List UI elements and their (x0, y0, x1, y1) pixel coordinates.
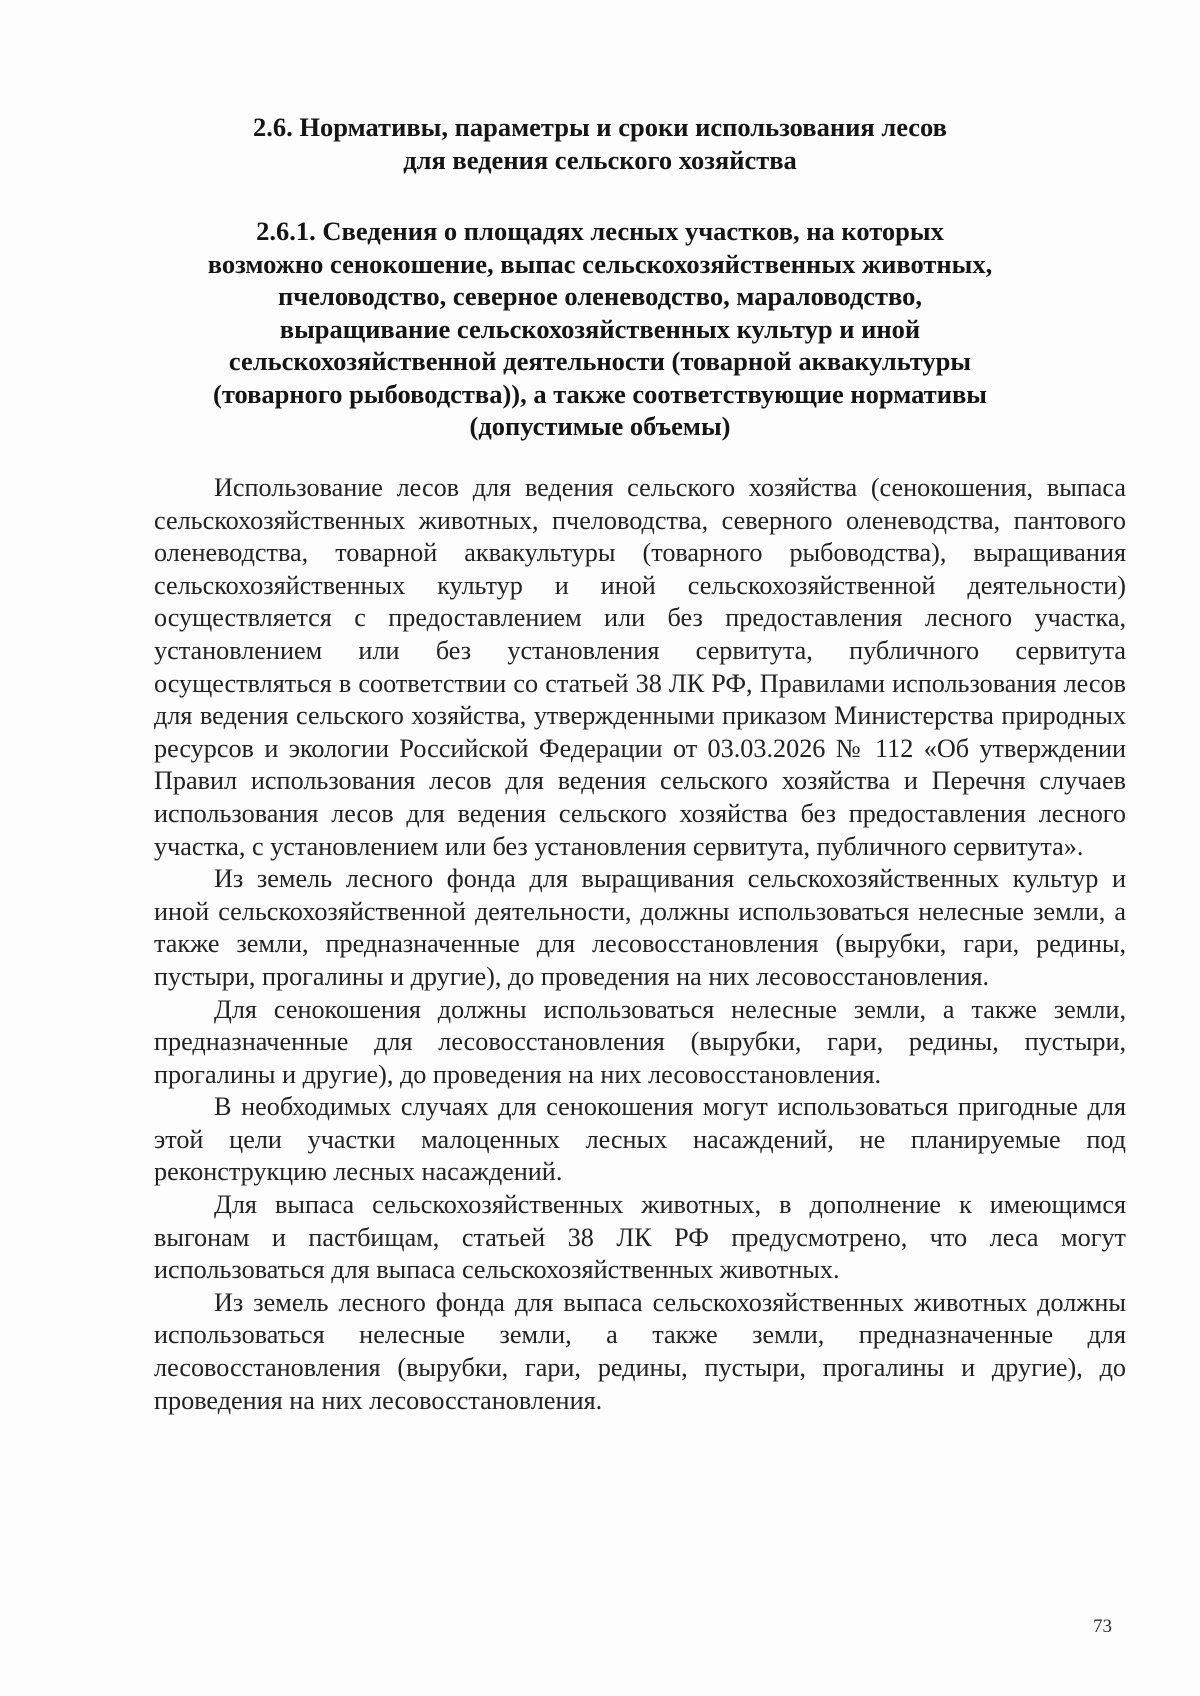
paragraph: Для выпаса сельскохозяйственных животных, в дополнение к имеющимся выгонам и пастбищам, статьей 38 ЛК РФ предусмотрено, что леса могут использоваться для выпаса сельскохозяйственных животных. (154, 1190, 1126, 1285)
paragraph: Из земель лесного фонда для выпаса сельскохозяйственных животных должны использоваться нелесные земли, а также земли, предназначенные для лесовосстановления (вырубки, гари, редины, пустыри, прогалины и другие), до проведения на них лесовосстановления. (154, 1287, 1126, 1415)
paragraph: В необходимых случаях для сенокошения могут использоваться пригодные для этой цели участки малоценных лесных насаждений, не планируемые под реконструкцию лесных насаждений. (154, 1092, 1126, 1187)
subsection-heading (200, 215, 1000, 443)
subsection-heading-line: (допустимые объемы) (469, 411, 731, 441)
subsection-heading-line: возможно сенокошение, выпас сельскохозяйственных животных, (207, 248, 993, 279)
subsection-heading-line: выращивание сельскохозяйственных культур и иной (279, 313, 921, 344)
paragraph: Для сенокошения должны использоваться нелесные земли, а также земли, предназначенные для лесовосстановления (вырубки, гари, редины, пустыри, прогалины и другие), до проведения на них лесовосстановления. (154, 994, 1126, 1089)
subsection-heading-line: сельскохозяйственной деятельности (товарной аквакультуры (228, 346, 972, 376)
body-text (154, 472, 1126, 1417)
section-heading-line: для ведения сельского хозяйства (403, 144, 797, 175)
section-heading (200, 111, 1000, 176)
subsection-heading-line: пчеловодство, северное оленеводство, мараловодство, (277, 281, 923, 311)
subsection-heading-line: (товарного рыбоводства)), а также соответствующие нормативы (213, 378, 987, 409)
page-number: 73 (1093, 1616, 1112, 1637)
section-heading-line: 2.6. Нормативы, параметры и сроки использования лесов (253, 112, 947, 142)
paragraph: Использование лесов для ведения сельского хозяйства (сенокошения, выпаса сельскохозяйственных животных, пчеловодства, северного оленеводства, пантового оленеводства, товарной аквакультуры (товарного рыбоводства), выращивания сельскохозяйственных культур и иной сельскохозяйственной деятельности) осуществляется с предоставлением или без предоставления лесного участка, установлением или без установления сервитута, публичного сервитута осуществляться в соответствии со статьей 38 ЛК РФ, Правилами использования лесов для ведения сельского хозяйства, утвержденными приказом Министерства природных ресурсов и экологии Российской Федерации от 03.03.2026 № 112 «Об утверждении Правил использования лесов для ведения сельского хозяйства и Перечня случаев использования лесов для ведения сельского хозяйства без предоставления лесного участка, с установлением или без установления сервитута, публичного сервитута». (154, 473, 1126, 861)
paragraph: Из земель лесного фонда для выращивания сельскохозяйственных культур и иной сельскохозяйственной деятельности, должны использоваться нелесные земли, а также земли, предназначенные для лесовосстановления (вырубки, гари, редины, пустыри, прогалины и другие), до проведения на них лесовосстановления. (154, 864, 1126, 991)
subsection-heading-line: 2.6.1. Сведения о площадях лесных участков, на которых (256, 216, 944, 246)
